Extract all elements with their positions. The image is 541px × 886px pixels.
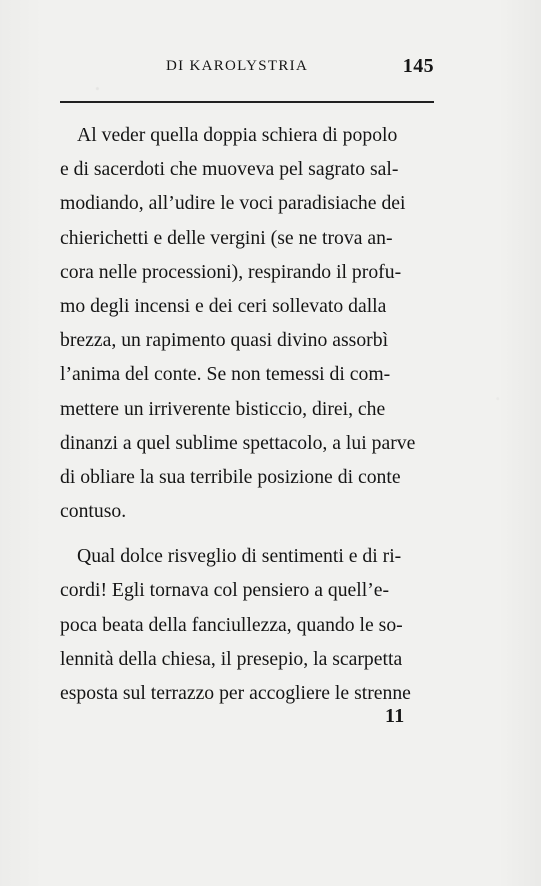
text-line: cordi! Egli tornava col pensiero a quell’e- — [60, 579, 390, 602]
text-line: dinanzi a quel sublime spettacolo, a lui parve — [60, 431, 416, 454]
text-line: cora nelle processioni), respirando il profu- — [60, 260, 402, 283]
text-line: Al veder quella doppia schiera di popolo — [77, 124, 398, 146]
text-line: contuso. — [60, 500, 127, 523]
running-head: DI KAROLYSTRIA — [166, 58, 309, 74]
paragraph-gap — [60, 528, 438, 539]
page-number: 145 — [402, 55, 434, 77]
text-line: e di sacerdoti che muoveva pel sagrato sal- — [60, 158, 399, 181]
header-rule — [60, 101, 434, 103]
text-line: lennità della chiesa, il presepio, la scarpetta — [60, 647, 403, 670]
body-text — [60, 118, 438, 710]
text-line: esposta sul terrazzo per accogliere le strenne — [60, 682, 411, 704]
text-line: Qual dolce risveglio di sentimenti e di ri- — [77, 545, 402, 568]
text-line: modiando, all’udire le voci paradisiache dei — [60, 192, 406, 215]
signature-mark: 11 — [385, 705, 405, 727]
text-line: chierichetti e delle vergini (se ne trova an- — [60, 226, 393, 249]
page-header — [60, 55, 434, 84]
text-line: brezza, un rapimento quasi divino assorbì — [60, 329, 389, 352]
text-line: di obliare la sua terribile posizione di conte — [60, 465, 401, 488]
text-line: poca beata della fanciullezza, quando le so- — [60, 613, 403, 636]
text-line: mettere un irriverente bisticcio, direi, che — [60, 397, 386, 420]
text-line: mo degli incensi e dei ceri sollevato dalla — [60, 294, 387, 317]
text-line: l’anima del conte. Se non temessi di com- — [60, 363, 391, 386]
